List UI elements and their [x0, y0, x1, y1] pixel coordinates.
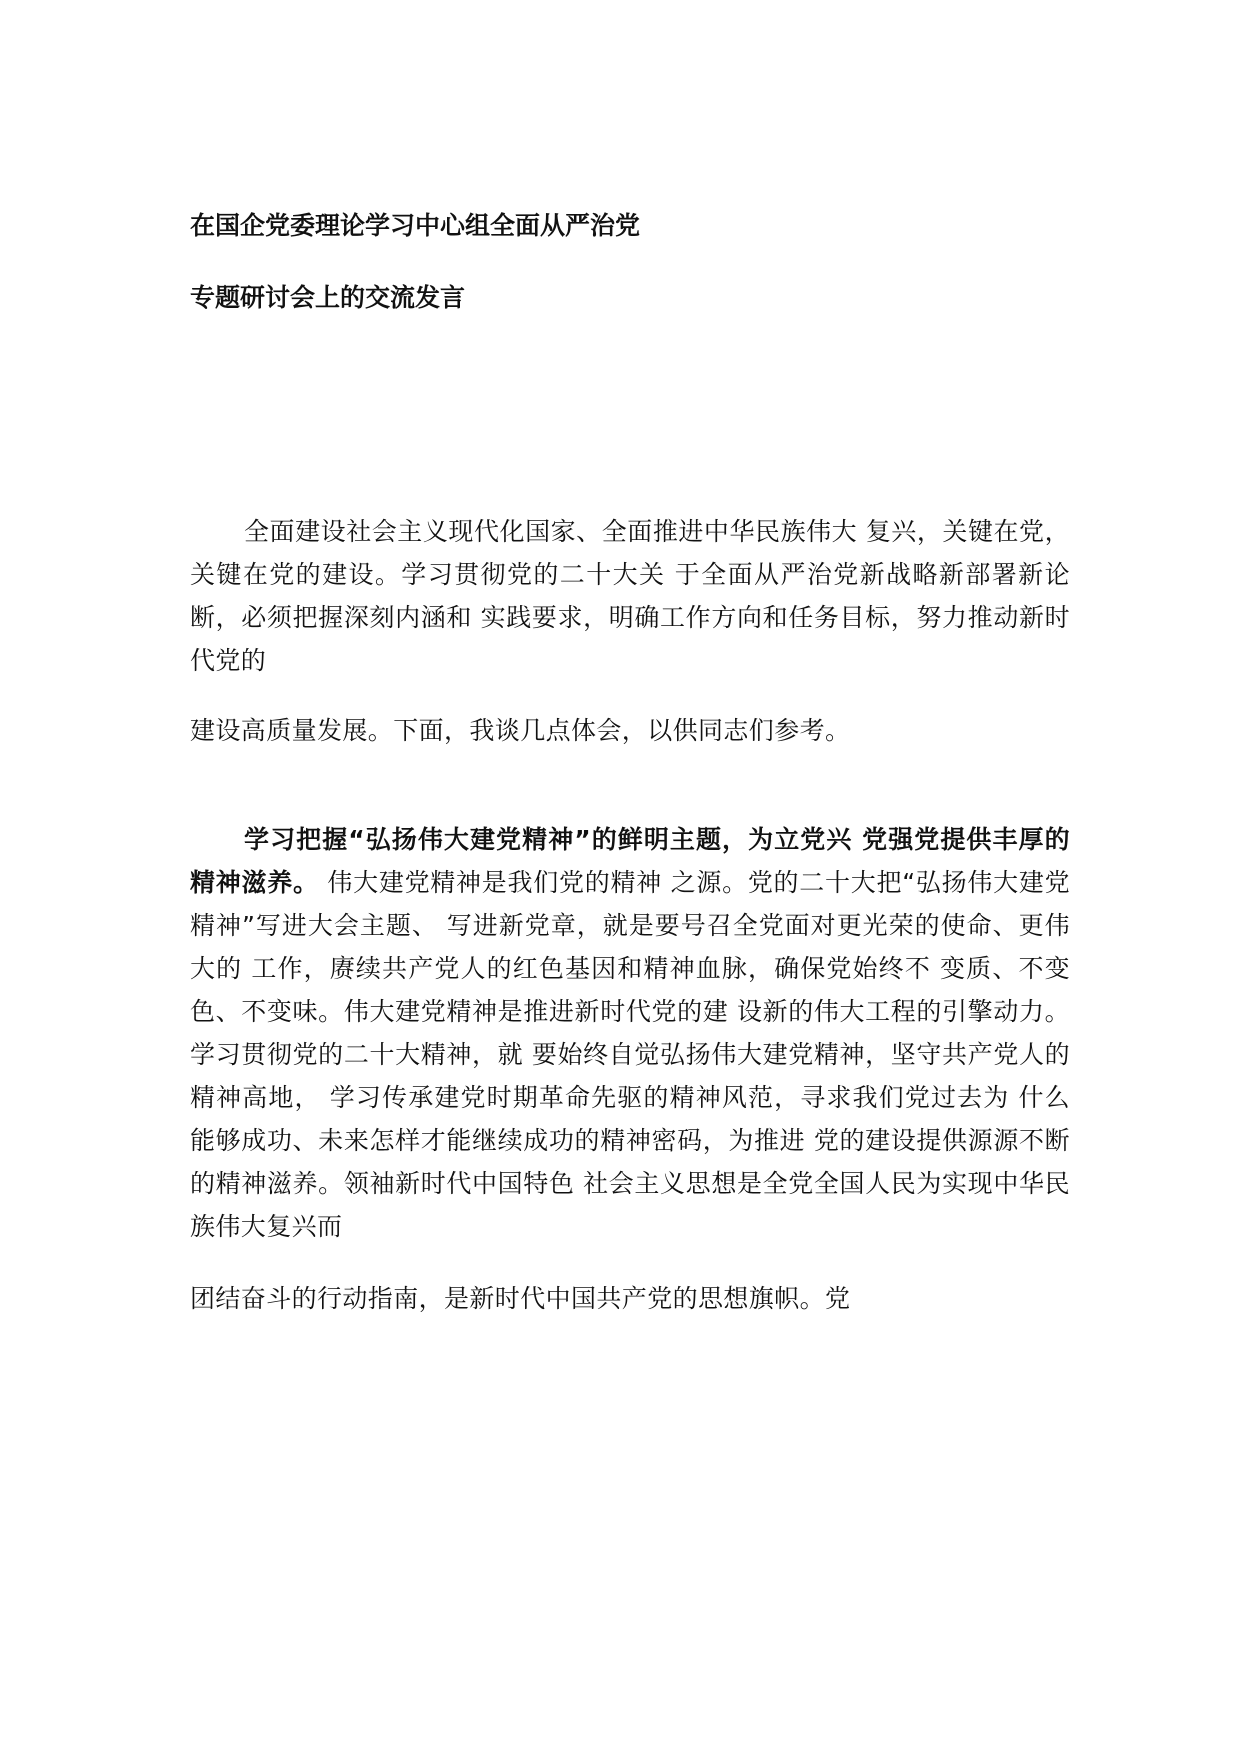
document-title-line-2: 专题研讨会上的交流发言	[190, 283, 466, 312]
section-1-body: 伟大建党精神是我们党的精神 之源。党的二十大把“弘扬伟大建党精神”写进大会主题、 写进新党章，就是要号召全党面对更光荣的使命、更伟大的 工作，赓续共产党人的红色基因和精神血脉，确保党始终不 变质、不变色、不变味。伟大建党精神是推进新时代党的建 设新的伟大工程的引擎动力。学习贯彻党的二十大精神，就 要始终自觉弘扬伟大建党精神，坚守共产党人的精神高地， 学习传承建党时期革命先驱的精神风范，寻求我们党过去为 什么能够成功、未来怎样才能继续成功的精神密码，为推进 党的建设提供源源不断的精神滋养。领袖新时代中国特色 社会主义思想是全党全国人民为实现中华民族伟大复兴而	[190, 868, 1070, 1241]
section-1-heading: 学习把握“弘扬伟大建党精神”的鲜明主题，为立党兴 党强党提供丰厚的精神滋养。	[190, 825, 1070, 897]
paragraph-intro: 全面建设社会主义现代化国家、全面推进中华民族伟大 复兴，关键在党，关键在党的建设。学习贯彻党的二十大关 于全面从严治党新战略新部署新论断，必须把握深刻内涵和 实践要求，明确工作方向和任务目标，努力推动新时代党的	[190, 517, 1070, 675]
paragraph-section-1	[190, 818, 1070, 1248]
paragraph-section-1-continued: 团结奋斗的行动指南，是新时代中国共产党的思想旗帜。党	[190, 1284, 851, 1313]
document-title-line-1: 在国企党委理论学习中心组全面从严治党	[190, 211, 641, 240]
paragraph-intro-continued: 建设高质量发展。下面，我谈几点体会，以供同志们参考。	[190, 716, 851, 745]
